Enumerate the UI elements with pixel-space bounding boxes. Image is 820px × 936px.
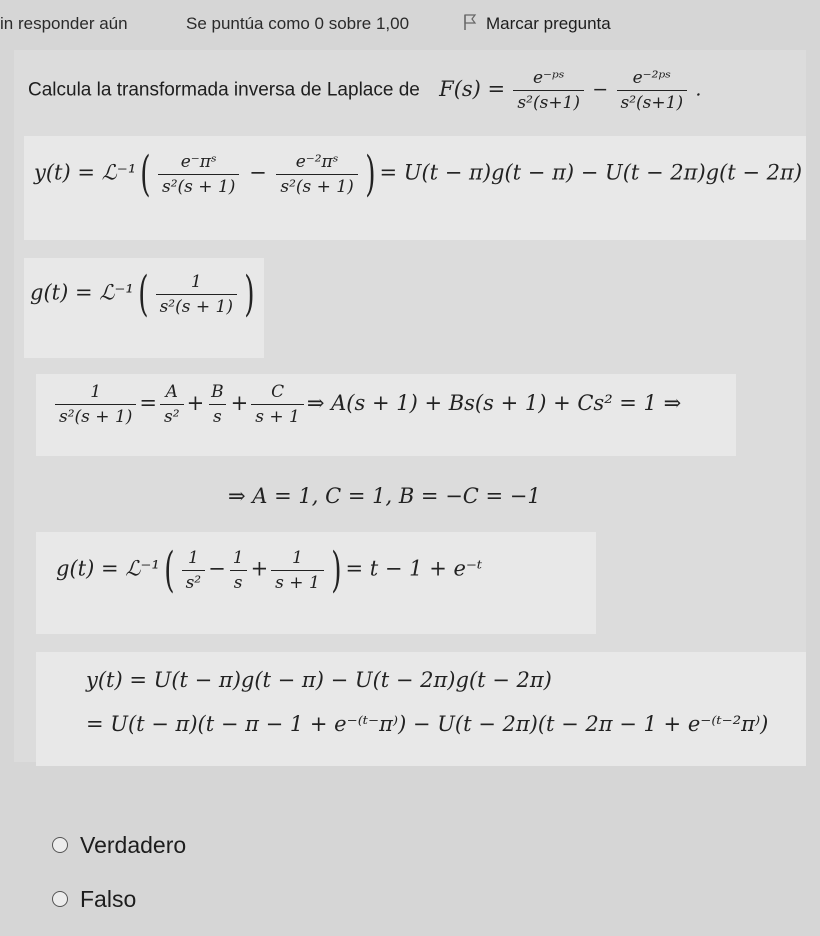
F-den-2: s²(s+1) xyxy=(617,90,688,113)
step3-eq: = xyxy=(139,391,158,415)
flag-icon[interactable] xyxy=(463,13,477,31)
step5-equation: g(t) = ℒ⁻¹( $\frac{1}{\text{s²}}$ − $\frac{1}{s}$ + $\frac{1}{s + 1}$ ) = t − 1 + e⁻ᵗ xyxy=(56,542,483,598)
F-num-2: e⁻²ᵖˢ xyxy=(632,68,671,88)
step1-frac-1 xyxy=(158,152,239,197)
step6-line-1: y(t) = U(t − π)g(t − π) − U(t − 2π)g(t − 2π) xyxy=(86,668,552,692)
step5-rhs: = t − 1 + e⁻ᵗ xyxy=(345,556,483,581)
step5-den-2: s xyxy=(230,570,247,593)
step2-frac xyxy=(156,272,237,317)
step5-lhs: g(t) = ℒ⁻¹ xyxy=(56,556,160,581)
F-lhs: F(s) = xyxy=(439,76,506,101)
answer-options xyxy=(52,818,186,926)
step3-a-frac xyxy=(160,382,184,427)
step3-c-num: C xyxy=(271,382,285,402)
step5-frac-1 xyxy=(182,548,206,593)
step3-lhs-den: s²(s + 1) xyxy=(55,404,136,427)
question-info-bar xyxy=(0,0,820,44)
prompt-text: Calcula la transformada inversa de Laplace de xyxy=(28,79,420,101)
step5-num-2: 1 xyxy=(232,547,244,568)
step3-equation: $\frac{1}{\text{s²(s + 1)}}$ = $\frac{A}{\text{s²}}$ + $\frac{B}{s}$ + $\frac{C}{s + 1}$ ⇒ A(s + 1) + Bs(s + 1) + Cs² = 1 ⇒ xyxy=(52,382,681,427)
question-prompt xyxy=(28,68,701,113)
F-den-1: s²(s+1) xyxy=(513,90,584,113)
step5-den-3: s + 1 xyxy=(271,570,324,593)
step1-rhs: = U(t − π)g(t − π) − U(t − 2π)g(t − 2π) xyxy=(379,160,803,185)
step3-b-frac xyxy=(207,382,228,427)
step5-den-1: s² xyxy=(182,570,206,593)
step4-equation: ⇒ A = 1, C = 1, B = −C = −1 xyxy=(228,484,541,508)
option-falso[interactable] xyxy=(52,872,186,926)
step5-num-3: 1 xyxy=(292,547,303,568)
step5-num-1: 1 xyxy=(187,547,199,568)
radio-verdadero[interactable] xyxy=(52,837,68,853)
step1-equation: y(t) = ℒ⁻¹( $\frac{\text{e⁻πˢ}}{\text{s²(s + 1)}}$ − $\frac{\text{e⁻²πˢ}}{\text{s²(s + 1)}}$ ) = U(t − π)g(t − π) − U(t − 2π)g(t − 2π) xyxy=(34,146,803,202)
step2-equation: g(t) = ℒ⁻¹( $\frac{1}{\text{s²(s + 1)}}$ ) xyxy=(30,266,255,322)
step3-b-den: s xyxy=(209,404,226,427)
F-end: . xyxy=(695,78,702,101)
step3-rhs: ⇒ A(s + 1) + Bs(s + 1) + Cs² = 1 ⇒ xyxy=(306,391,682,415)
radio-falso[interactable] xyxy=(52,891,68,907)
step1-lhs: y(t) = ℒ⁻¹ xyxy=(34,160,137,185)
step3-lhs-frac xyxy=(55,382,136,427)
answer-status: in responder aún xyxy=(0,14,128,33)
step1-den-2: s²(s + 1) xyxy=(276,174,357,197)
step5-frac-3 xyxy=(271,548,324,593)
flag-question-link[interactable]: Marcar pregunta xyxy=(486,14,611,33)
F-num-1: e⁻ᵖˢ xyxy=(532,68,565,88)
step3-b-num: B xyxy=(211,382,224,402)
F-fraction-1 xyxy=(513,68,584,113)
step3-c-frac xyxy=(251,382,304,427)
option-verdadero[interactable] xyxy=(52,818,186,872)
step6-line-2: = U(t − π)(t − π − 1 + e⁻⁽ᵗ⁻π⁾) − U(t − 2π)(t − 2π − 1 + e⁻⁽ᵗ⁻²π⁾) xyxy=(86,712,769,736)
step2-num: 1 xyxy=(190,271,202,292)
option-label-verdadero[interactable]: Verdadero xyxy=(80,831,187,858)
step2-lhs: g(t) = ℒ⁻¹ xyxy=(30,280,134,305)
step1-frac-2 xyxy=(276,152,357,197)
step3-lhs-num: 1 xyxy=(90,382,102,402)
step1-den-1: s²(s + 1) xyxy=(158,174,239,197)
step1-num-2: e⁻²πˢ xyxy=(295,151,339,172)
option-label-falso[interactable]: Falso xyxy=(80,885,137,912)
step2-den: s²(s + 1) xyxy=(156,294,237,317)
step1-num-1: e⁻πˢ xyxy=(180,151,217,172)
score-text: Se puntúa como 0 sobre 1,00 xyxy=(186,14,410,33)
F-minus: − xyxy=(592,78,609,101)
step3-c-den: s + 1 xyxy=(251,404,304,427)
F-fraction-2 xyxy=(617,68,688,113)
step3-a-num: A xyxy=(165,382,178,402)
step3-a-den: s² xyxy=(160,404,184,427)
step5-frac-2 xyxy=(229,548,248,593)
